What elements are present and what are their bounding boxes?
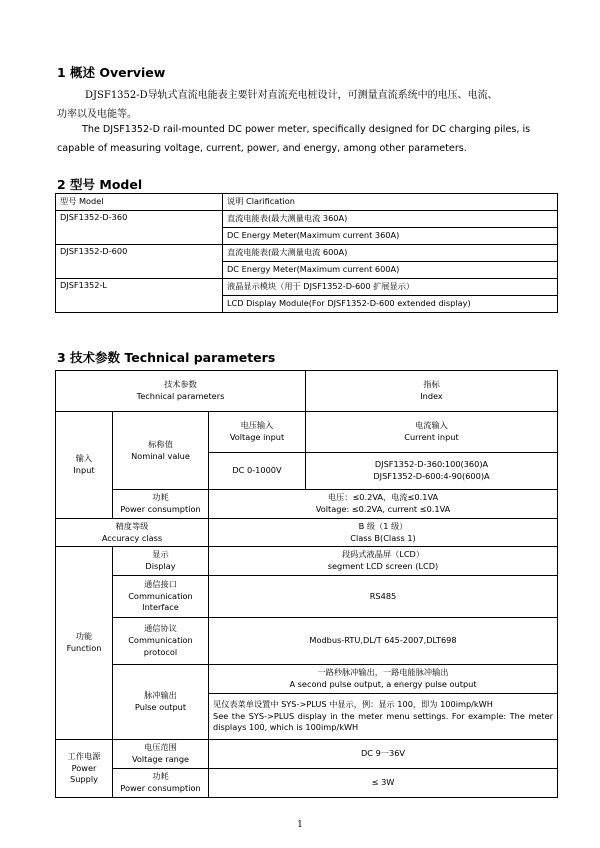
model-table bbox=[55, 193, 558, 313]
table-row bbox=[56, 245, 558, 262]
clarification-zh-cell: 液晶显示模块（用于 DJSF1352-D-600 扩展显示） bbox=[223, 279, 558, 296]
pulse-output-note bbox=[209, 694, 558, 740]
nominal-label-en: Nominal value bbox=[131, 450, 190, 461]
display-value-zh: 段码式液晶屏（LCD） bbox=[341, 549, 425, 560]
pulse-output-value-en: A second pulse output, a energy pulse output bbox=[289, 679, 477, 689]
table-row bbox=[56, 665, 558, 694]
current-input-zh: 电流输入 bbox=[415, 420, 448, 431]
table-row bbox=[56, 519, 558, 547]
function-label bbox=[56, 547, 113, 740]
current-input-en: Current input bbox=[404, 432, 459, 442]
supply-power-value: ≤ 3W bbox=[209, 769, 558, 798]
pulse-output-label bbox=[113, 665, 209, 740]
voltage-range-zh: 电压范围 bbox=[144, 742, 177, 753]
voltage-range-value: DC 9一36V bbox=[209, 740, 558, 769]
supply-power-label bbox=[113, 769, 209, 798]
table-row bbox=[56, 211, 558, 228]
comm-protocol-value: Modbus-RTU,DL/T 645-2007,DLT698 bbox=[209, 618, 558, 665]
accuracy-value bbox=[209, 519, 558, 547]
input-power-value-zh: 电压：≤0.2VA，电流≤0.1VA bbox=[327, 492, 439, 503]
input-label-zh: 输入 bbox=[75, 453, 93, 464]
input-power-value-en: Voltage: ≤0.2VA, current ≤0.1VA bbox=[315, 504, 451, 514]
power-supply-label bbox=[56, 740, 113, 798]
display-label bbox=[113, 547, 209, 576]
tech-heading: 3 技术参数 Technical parameters bbox=[57, 350, 276, 365]
tech-table-header bbox=[56, 371, 558, 412]
overview-heading: 1 概述 Overview bbox=[57, 65, 166, 80]
input-label bbox=[56, 412, 113, 519]
input-power-en: Power consumption bbox=[120, 504, 201, 514]
power-supply-zh: 工作电源 bbox=[67, 750, 101, 761]
comm-protocol-label bbox=[113, 618, 209, 665]
model-column-header: 型号 Model bbox=[56, 194, 223, 211]
clarification-zh-cell: 直流电能表(最大测量电流 360A) bbox=[223, 211, 558, 228]
current-input-value bbox=[306, 453, 558, 490]
param-header bbox=[56, 371, 306, 412]
comm-interface-en-2: Interface bbox=[142, 602, 179, 613]
overview-en-line-1: The DJSF1352-D rail-mounted DC power meter, specifically designed for DC charging piles, is bbox=[82, 124, 531, 135]
overview-zh-line-2: 功率以及电能等。 bbox=[57, 109, 137, 120]
function-label-en: Function bbox=[66, 643, 102, 653]
power-supply-en-1: Power bbox=[71, 762, 97, 773]
pulse-output-value-zh: 一路秒脉冲输出，一路电能脉冲输出 bbox=[317, 667, 449, 678]
comm-interface-label bbox=[113, 576, 209, 618]
accuracy-label-zh: 精度等级 bbox=[115, 520, 149, 531]
pulse-output-zh: 脉冲输出 bbox=[144, 690, 177, 701]
comm-interface-value: RS485 bbox=[209, 576, 558, 618]
pulse-note-en: See the SYS->PLUS display in the meter menu settings. For example: The meter displays 100, which is 100imp/kWH bbox=[213, 710, 553, 733]
table-row bbox=[56, 547, 558, 576]
table-row bbox=[56, 412, 558, 453]
comm-protocol-zh: 通信协议 bbox=[144, 623, 177, 634]
accuracy-label bbox=[56, 519, 209, 547]
clarification-zh-cell: 直流电能表(最大测量电流 600A) bbox=[223, 245, 558, 262]
index-header-en: Index bbox=[420, 391, 443, 401]
display-label-en: Display bbox=[145, 561, 176, 571]
voltage-input-label bbox=[209, 412, 306, 453]
display-label-zh: 显示 bbox=[152, 549, 169, 560]
model-cell: DJSF1352-L bbox=[56, 279, 223, 313]
clarification-column-header: 说明 Clarification bbox=[223, 194, 558, 211]
index-header bbox=[306, 371, 558, 412]
pulse-note-zh: 见仪表菜单设置中 SYS->PLUS 中显示，例：显示 100，即为 100imp/kWH bbox=[213, 698, 493, 709]
current-value-360: DJSF1352-D-360:100(360)A bbox=[374, 459, 489, 470]
model-table-header bbox=[56, 194, 558, 211]
clarification-en-cell: LCD Display Module(For DJSF1352-D-600 extended display) bbox=[223, 296, 558, 313]
accuracy-value-zh: B 级（1 级） bbox=[358, 520, 408, 531]
input-power-zh: 功耗 bbox=[152, 492, 169, 503]
page-number: 1 bbox=[297, 820, 303, 830]
table-row bbox=[56, 279, 558, 296]
input-label-en: Input bbox=[73, 465, 95, 475]
table-row bbox=[56, 576, 558, 618]
nominal-value-label bbox=[113, 412, 209, 490]
comm-interface-en-1: Communication bbox=[128, 590, 193, 601]
clarification-en-cell: DC Energy Meter(Maximum current 360A) bbox=[223, 228, 558, 245]
table-row bbox=[56, 740, 558, 769]
comm-protocol-en-1: Communication bbox=[128, 635, 193, 646]
current-input-label bbox=[306, 412, 558, 453]
display-value bbox=[209, 547, 558, 576]
display-value-en: segment LCD screen (LCD) bbox=[327, 561, 439, 571]
table-row bbox=[56, 490, 558, 519]
model-heading: 2 型号 Model bbox=[57, 177, 143, 192]
accuracy-label-en: Accuracy class bbox=[101, 532, 163, 543]
model-cell: DJSF1352-D-360 bbox=[56, 211, 223, 245]
current-value-600: DJSF1352-D-600:4-90(600)A bbox=[373, 471, 490, 481]
comm-interface-zh: 通信接口 bbox=[144, 578, 177, 589]
voltage-input-en: Voltage input bbox=[229, 432, 285, 442]
index-header-zh: 指标 bbox=[423, 379, 440, 390]
pulse-output-en: Pulse output bbox=[134, 702, 187, 712]
table-row bbox=[56, 618, 558, 665]
nominal-label-zh: 标称值 bbox=[148, 438, 173, 449]
voltage-range-en: Voltage range bbox=[131, 754, 190, 764]
param-header-en: Technical parameters bbox=[136, 391, 225, 401]
function-label-zh: 功能 bbox=[75, 631, 93, 642]
table-row bbox=[56, 769, 558, 798]
input-power-label bbox=[113, 490, 209, 519]
clarification-en-cell: DC Energy Meter(Maximum current 600A) bbox=[223, 262, 558, 279]
model-cell: DJSF1352-D-600 bbox=[56, 245, 223, 279]
comm-protocol-en-2: protocol bbox=[143, 646, 178, 657]
overview-zh-line-1: DJSF1352-D导轨式直流电能表主要针对直流充电桩设计，可测量直流系统中的电压、电流、 bbox=[85, 90, 498, 101]
supply-power-zh: 功耗 bbox=[152, 771, 169, 782]
supply-power-en: Power consumption bbox=[120, 783, 201, 793]
voltage-range-label bbox=[113, 740, 209, 769]
voltage-input-zh: 电压输入 bbox=[240, 420, 274, 431]
input-power-value bbox=[209, 490, 558, 519]
voltage-input-value: DC 0-1000V bbox=[209, 453, 306, 490]
overview-en-line-2: capable of measuring voltage, current, power, and energy, among other parameters. bbox=[57, 143, 467, 154]
power-supply-en-2: Supply bbox=[70, 774, 98, 785]
tech-params-table bbox=[55, 370, 558, 798]
accuracy-value-en: Class B(Class 1) bbox=[350, 532, 416, 543]
pulse-output-value bbox=[209, 665, 558, 694]
param-header-zh: 技术参数 bbox=[164, 379, 197, 390]
